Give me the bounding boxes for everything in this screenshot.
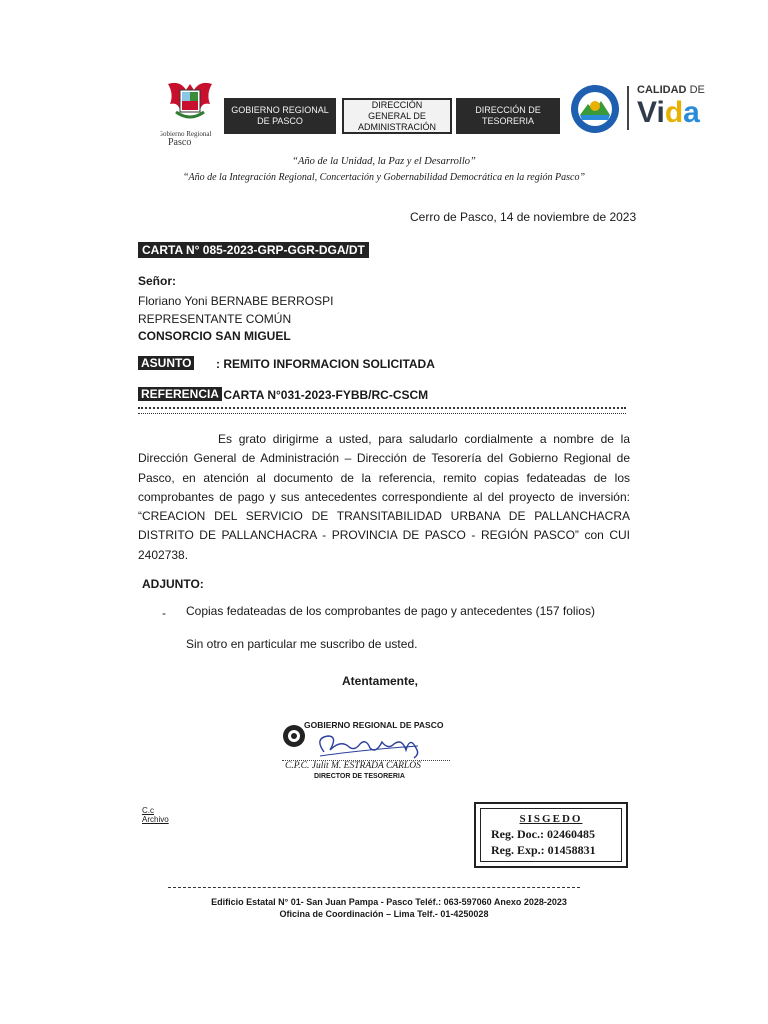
subject-text: : REMITO INFORMACION SOLICITADA: [216, 357, 435, 371]
brand-a: a: [683, 96, 700, 129]
archive-label: Archivo: [142, 815, 169, 824]
calidad-de-vida-brand: [637, 84, 705, 96]
attachment-item: Copias fedateadas de los comprobantes de pago y antecedentes (157 folios): [186, 604, 595, 618]
reference-text: : CARTA N°031-2023-FYBB/RC-CSCM: [216, 388, 429, 402]
letter-date: Cerro de Pasco, 14 de noviembre de 2023: [410, 210, 637, 224]
brand-divider: [627, 86, 629, 130]
year-motto-national: “Año de la Unidad, la Paz y el Desarrollo”: [292, 156, 476, 167]
footer-separator: [168, 887, 580, 888]
sisgedo-doc-number: Reg. Doc.: 02460485: [491, 827, 595, 841]
header-box-treasury: DIRECCIÓN DE TESORERIA: [456, 98, 560, 134]
signer-name: C.P.C. Julit M. ESTRADA CARLOS: [285, 761, 421, 771]
attachment-bullet: -: [162, 606, 166, 620]
year-motto-regional: “Año de la Integración Regional, Concertación y Gobernabilidad Democrática en la región Pasco”: [182, 172, 586, 183]
sisgedo-registration-box: [474, 802, 628, 868]
brand-calidad: CALIDAD: [637, 84, 687, 96]
closing-line: Sin otro en particular me suscribo de usted.: [186, 637, 418, 651]
sisgedo-exp-number: Reg. Exp.: 01458831: [491, 843, 596, 857]
letter-number: CARTA N° 085-2023-GRP-GGR-DGA/DT: [138, 242, 369, 258]
letter-body: [138, 430, 630, 565]
reference-label: REFERENCIA: [138, 387, 222, 401]
signer-role: DIRECTOR DE TESORERIA: [314, 773, 405, 780]
closing-greeting: Atentamente,: [342, 674, 419, 688]
sisgedo-inner-frame: [480, 808, 622, 862]
stamp-organization: GOBIERNO REGIONAL DE PASCO: [304, 720, 444, 730]
footer-lima-office: Oficina de Coordinación – Lima Telf.- 01-4250028: [279, 909, 489, 919]
handwritten-signature: [310, 728, 440, 762]
copy-to-label: C.c: [142, 806, 154, 815]
pasco-seal-logo: [570, 84, 620, 134]
brand-de: DE: [689, 84, 705, 96]
header-box-regional-government: GOBIERNO REGIONAL DE PASCO: [224, 98, 336, 134]
logo-caption-1: Gobierno Regional: [160, 130, 212, 138]
recipient-organization: CONSORCIO SAN MIGUEL: [138, 329, 291, 343]
recipient-role: REPRESENTANTE COMÚN: [138, 312, 292, 326]
letter-body-text: Es grato dirigirme a usted, para saludarlo cordialmente a nombre de la Dirección General de Administración – Dirección de Tesorería del Gobierno Regional de Pasco, en atención al documento de la referencia, remito copias fedateadas de los comprobantes de pago y sus antecedentes correspondiente al del proyecto de inversión: “CREACION DEL SERVICIO DE TRANSITABILIDAD URBANA DE PALLANCHACRA DISTRITO DE PALLANCHACRA - PROVINCIA DE PASCO - REGIÓN PASCO” con CUI 2402738.: [138, 432, 630, 562]
brand-vi: Vi: [637, 96, 665, 129]
stamp-emblem-icon: [282, 724, 306, 748]
recipient-name: Floriano Yoni BERNABE BERROSPI: [138, 294, 334, 308]
regional-government-crest-logo: [160, 78, 234, 148]
attachments-label: ADJUNTO:: [142, 577, 204, 591]
salutation: Señor:: [138, 274, 177, 288]
vida-wordmark: [637, 96, 700, 130]
footer-address: Edificio Estatal N° 01- San Juan Pampa - Pasco Teléf.: 063-597060 Anexo 2028-2023: [211, 897, 567, 907]
header-box-general-administration: DIRECCIÓN GENERAL DE ADMINISTRACIÓN: [342, 98, 452, 134]
dotted-separator: [138, 407, 626, 414]
sisgedo-title: SISGEDO: [519, 813, 583, 825]
brand-d: d: [664, 96, 684, 129]
subject-label: ASUNTO: [138, 356, 194, 370]
logo-caption-2: Pasco: [168, 137, 192, 148]
